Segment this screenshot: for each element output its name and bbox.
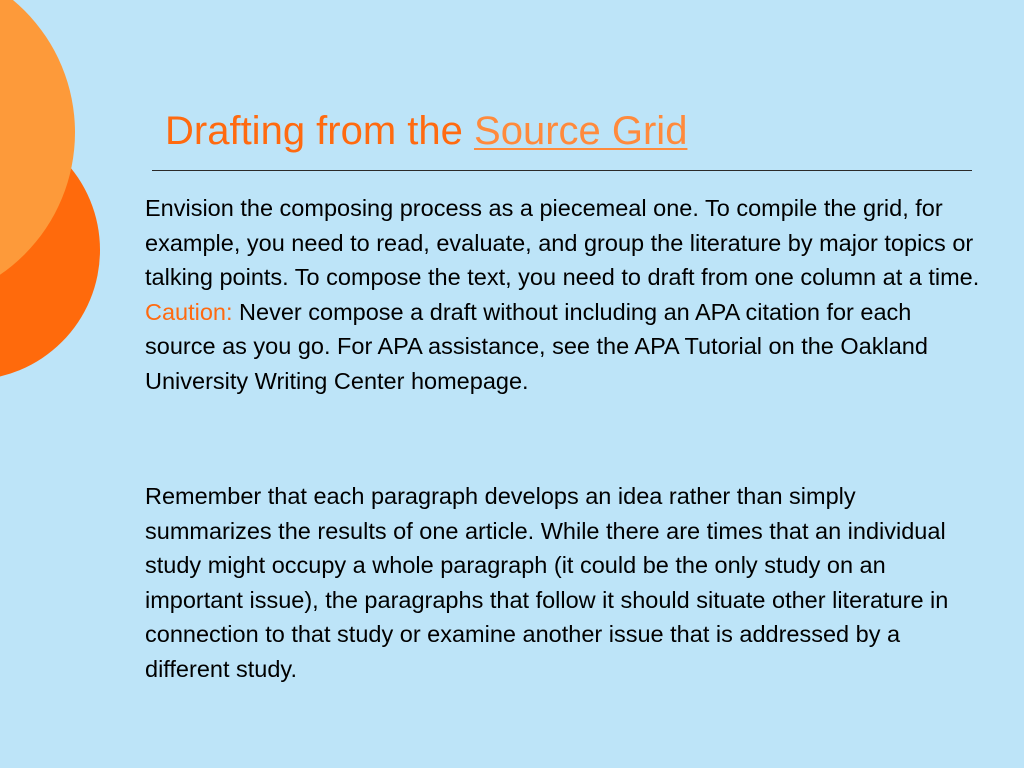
paragraph-composing-process xyxy=(145,191,985,398)
caution-label: Caution: xyxy=(145,298,233,325)
slide-title xyxy=(165,107,687,155)
paragraph1-text-end: Never compose a draft without including an APA citation for each source as you go. For APA assistance, see the APA Tutorial on the Oakland University Writing Center homepage. xyxy=(145,298,928,394)
paragraph1-text-start: Envision the composing process as a piecemeal one. To compile the grid, for example, you need to read, evaluate, and group the literature by major topics or talking points. To compose the text, you need to draft from one column at a time. xyxy=(145,195,980,290)
source-grid-link[interactable]: Source Grid xyxy=(474,109,688,153)
title-prefix: Drafting from the xyxy=(165,109,475,153)
paragraph-remember: Remember that each paragraph develops an idea rather than simply summarizes the results of one article. While there are times that an individual study might occupy a whole paragraph (it could be the only study on an important issue), the paragraphs that follow it should situate other literature in connection to that study or examine another issue that is addressed by a different study. xyxy=(145,483,949,682)
title-divider xyxy=(152,170,972,171)
